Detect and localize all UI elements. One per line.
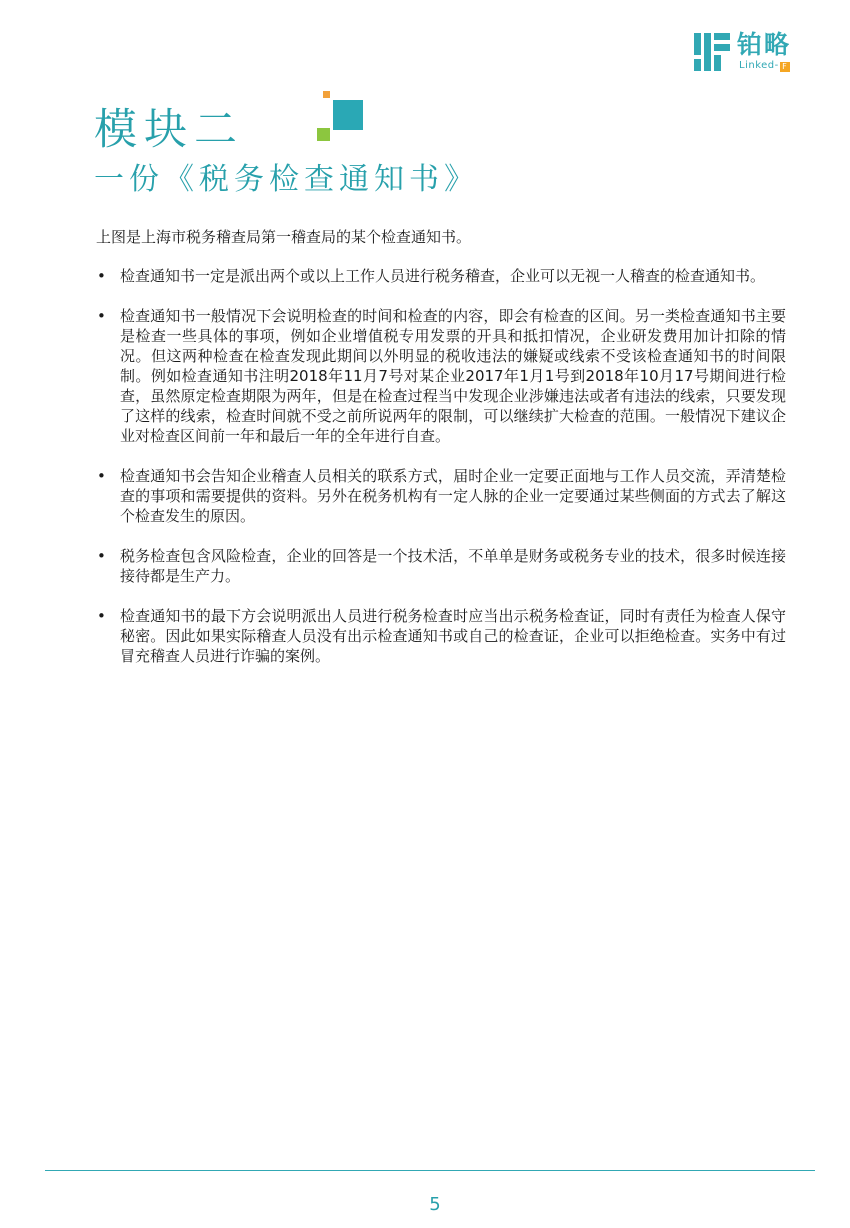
bullet-text: 检查通知书一般情况下会说明检查的时间和检查的内容，即会有检查的区间。另一类检查通知书主要是检查一些具体的事项，例如企业增值税专用发票的开具和抵扣情况，企业研发费用加计扣除的情况。但这两种检查在检查发现此期间以外明显的税收违法的嫌疑或线索不受该检查通知书的时间限制。例如检查通知书注明2018年11月7号对某企业2017年1月1号到2018年10月17号期间进行检查，虽然原定检查期限为两年，但是在检查过程当中发现企业涉嫌违法或者有违法的线索，只要发现了这样的线索，检查时间就不受之前所说两年的限制，可以继续扩大检查的范围。一般情况下建议企业对检查区间前一年和最后一年的全年进行自查。 [120, 307, 786, 445]
bullet-item [96, 606, 786, 666]
bullet-text: 税务检查包含风险检查，企业的回答是一个技术活，不单单是财务或税务专业的技术，很多时候连接接待都是生产力。 [120, 547, 786, 585]
bullet-dot-icon: • [97, 307, 106, 325]
bullet-dot-icon: • [97, 607, 106, 625]
bullet-item [96, 546, 786, 586]
page-number: 5 [429, 1194, 441, 1215]
decor-square-teal [333, 100, 363, 130]
logo-mark-icon [694, 33, 730, 71]
decor-square-green [317, 128, 330, 141]
bullet-dot-icon: • [97, 547, 106, 565]
company-logo [694, 30, 814, 74]
bullet-item [96, 466, 786, 526]
logo-name: 铂略 [737, 30, 792, 59]
module-title: 模块二 [94, 105, 244, 155]
decor-square-orange [323, 91, 330, 98]
bullet-text: 检查通知书会告知企业稽查人员相关的联系方式，届时企业一定要正面地与工作人员交流，弄清楚检查的事项和需要提供的资料。另外在税务机构有一定人脉的企业一定要通过某些侧面的方式去了解这个检查发生的原因。 [120, 467, 786, 525]
bullet-dot-icon: • [97, 467, 106, 485]
logo-tagline [739, 60, 790, 72]
intro-paragraph: 上图是上海市税务稽查局第一稽查局的某个检查通知书。 [96, 228, 472, 246]
bullet-item [96, 266, 786, 286]
logo-tagline-mark: F [780, 62, 790, 72]
logo-tagline-text: Linked- [739, 60, 779, 71]
bullet-item [96, 306, 786, 446]
bullet-list [96, 266, 786, 666]
module-subtitle: 一份《税务检查通知书》 [94, 162, 479, 197]
bullet-text: 检查通知书一定是派出两个或以上工作人员进行税务稽查，企业可以无视一人稽查的检查通知书。 [120, 267, 766, 285]
bullet-text: 检查通知书的最下方会说明派出人员进行税务检查时应当出示税务检查证，同时有责任为检查人保守秘密。因此如果实际稽查人员没有出示检查通知书或自己的检查证，企业可以拒绝检查。实务中有过冒充稽查人员进行诈骗的案例。 [120, 607, 786, 665]
footer-divider [45, 1170, 815, 1171]
bullet-dot-icon: • [97, 267, 106, 285]
body-content [96, 227, 786, 686]
